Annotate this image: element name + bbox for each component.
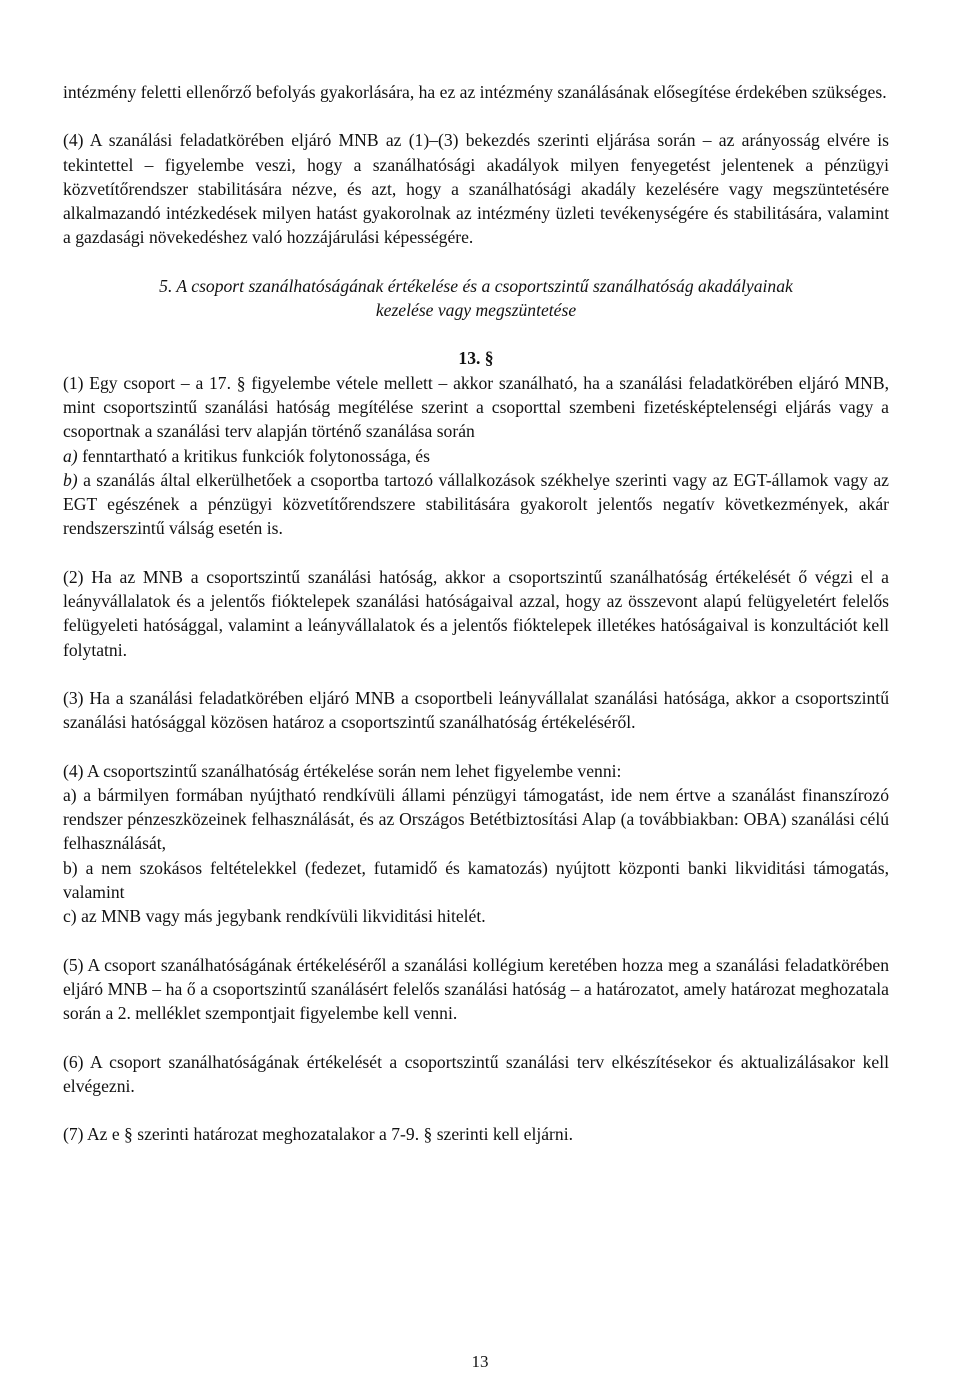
point-a-text: fenntartható a kritikus funkciók folytonossága, és: [82, 445, 430, 466]
chapter-heading-line-2: kezelése vagy megszüntetése: [375, 300, 577, 321]
subsection-4-point-c: c) az MNB vagy más jegybank rendkívüli likviditási hitelét.: [63, 906, 486, 927]
subsection-4-intro: (4) A csoportszintű szanálhatóság értékelése során nem lehet figyelembe venni:: [63, 760, 622, 781]
subsection-5: (5) A csoport szanálhatóságának értékeléséről a szanálási kollégium keretében hozza meg a szanálási feladatkörében eljáró MNB – ha ő a csoportszintű szanálásért felelős szanálási hatóság – a határozatot, amely határozat meghozatala során a 2. melléklet szempontjait figyelembe kell venni.: [63, 954, 889, 1024]
point-b-text: a szanálás által elkerülhetőek a csoportba tartozó vállalkozások székhelye szerinti vagy az EGT-államok vagy az EGT egészének a pénzügyi közvetítőrendszere stabilitására gyakorolt jelentős negatív következmények, akár rendszerszintű válság esetén is.: [63, 469, 889, 539]
subsection-2: (2) Ha az MNB a csoportszintű szanálási hatóság, akkor a csoportszintű szanálhatóság értékelését ő végzi el a leányvállalatok és a jelentős fióktelepek szanálási hatóságaival azzal, hogy az összevont alapú felügyeletért felelős felügyeleti hatósággal, valamint a leányvállalatok és a jelentős fióktelepek illetékes hatóságaival is konzultációt kell folytatni.: [63, 566, 889, 660]
paragraph-4: (4) A szanálási feladatkörében eljáró MNB az (1)–(3) bekezdés szerinti eljárása során – az arányosság elvére is tekintettel – figyelembe veszi, hogy a szanálhatósági akadályok milyen fenyegetést jelentenek a pénzügyi közvetítőrendszer stabilitására nézve, és azt, hogy a szanálhatósági akadály kezelésére vagy megszüntetésére alkalmazandó intézkedések milyen hatást gyakorolnak az intézmény üzleti tevékenységére és stabilitására, valamint a gazdasági növekedéshez való hozzájárulási képességére.: [63, 130, 889, 248]
page-number: 13: [471, 1352, 489, 1371]
document-body: [63, 80, 889, 1146]
subsection-1-point-a: [63, 444, 889, 468]
point-b-label: b): [63, 469, 78, 490]
subsection-1: [63, 371, 889, 541]
subsection-1-intro: (1) Egy csoport – a 17. § figyelembe vétele mellett – akkor szanálható, ha a szanálási feladatkörében eljáró MNB, mint csoportszintű szanálási hatóság megítélése szerint a csoporttal szembeni fizetésképtelenségi eljárás vagy a csoportnak a szanálási terv alapján történő szanálása során: [63, 372, 889, 442]
subsection-1-point-b: [63, 468, 889, 541]
subsection-4-point-a: a) a bármilyen formában nyújtható rendkívüli állami pénzügyi támogatást, ide nem értve a szanálást finanszírozó rendszer pénzeszközeinek felhasználását, és az Országos Betétbiztosítási Alap (a továbbiakban: OBA) szanálási célú felhasználását,: [63, 784, 889, 854]
subsection-4: [63, 759, 889, 929]
subsection-4-point-b: b) a nem szokásos feltételekkel (fedezet, futamidő és kamatozás) nyújtott központi banki likviditási támogatás, valamint: [63, 857, 889, 903]
chapter-heading: [63, 274, 889, 323]
section-number: 13. §: [458, 348, 494, 369]
subsection-6: (6) A csoport szanálhatóságának értékelését a csoportszintű szanálási terv elkészítésekor és aktualizálásakor kell elvégezni.: [63, 1051, 889, 1096]
subsection-7: (7) Az e § szerinti határozat meghozatalakor a 7-9. § szerinti kell eljárni.: [63, 1124, 574, 1145]
paragraph-continuation: intézmény feletti ellenőrző befolyás gyakorlására, ha ez az intézmény szanálásának elősegítése érdekében szükséges.: [63, 82, 887, 102]
point-a-label: a): [63, 445, 78, 466]
subsection-3: (3) Ha a szanálási feladatkörében eljáró MNB a csoportbeli leányvállalat szanálási hatósága, akkor a csoportszintű szanálási hatósággal közösen határoz a csoportszintű szanálhatóság értékeléséről.: [63, 687, 889, 733]
chapter-heading-line-1: 5. A csoport szanálhatóságának értékelése és a csoportszintű szanálhatóság akadályainak: [159, 275, 793, 296]
